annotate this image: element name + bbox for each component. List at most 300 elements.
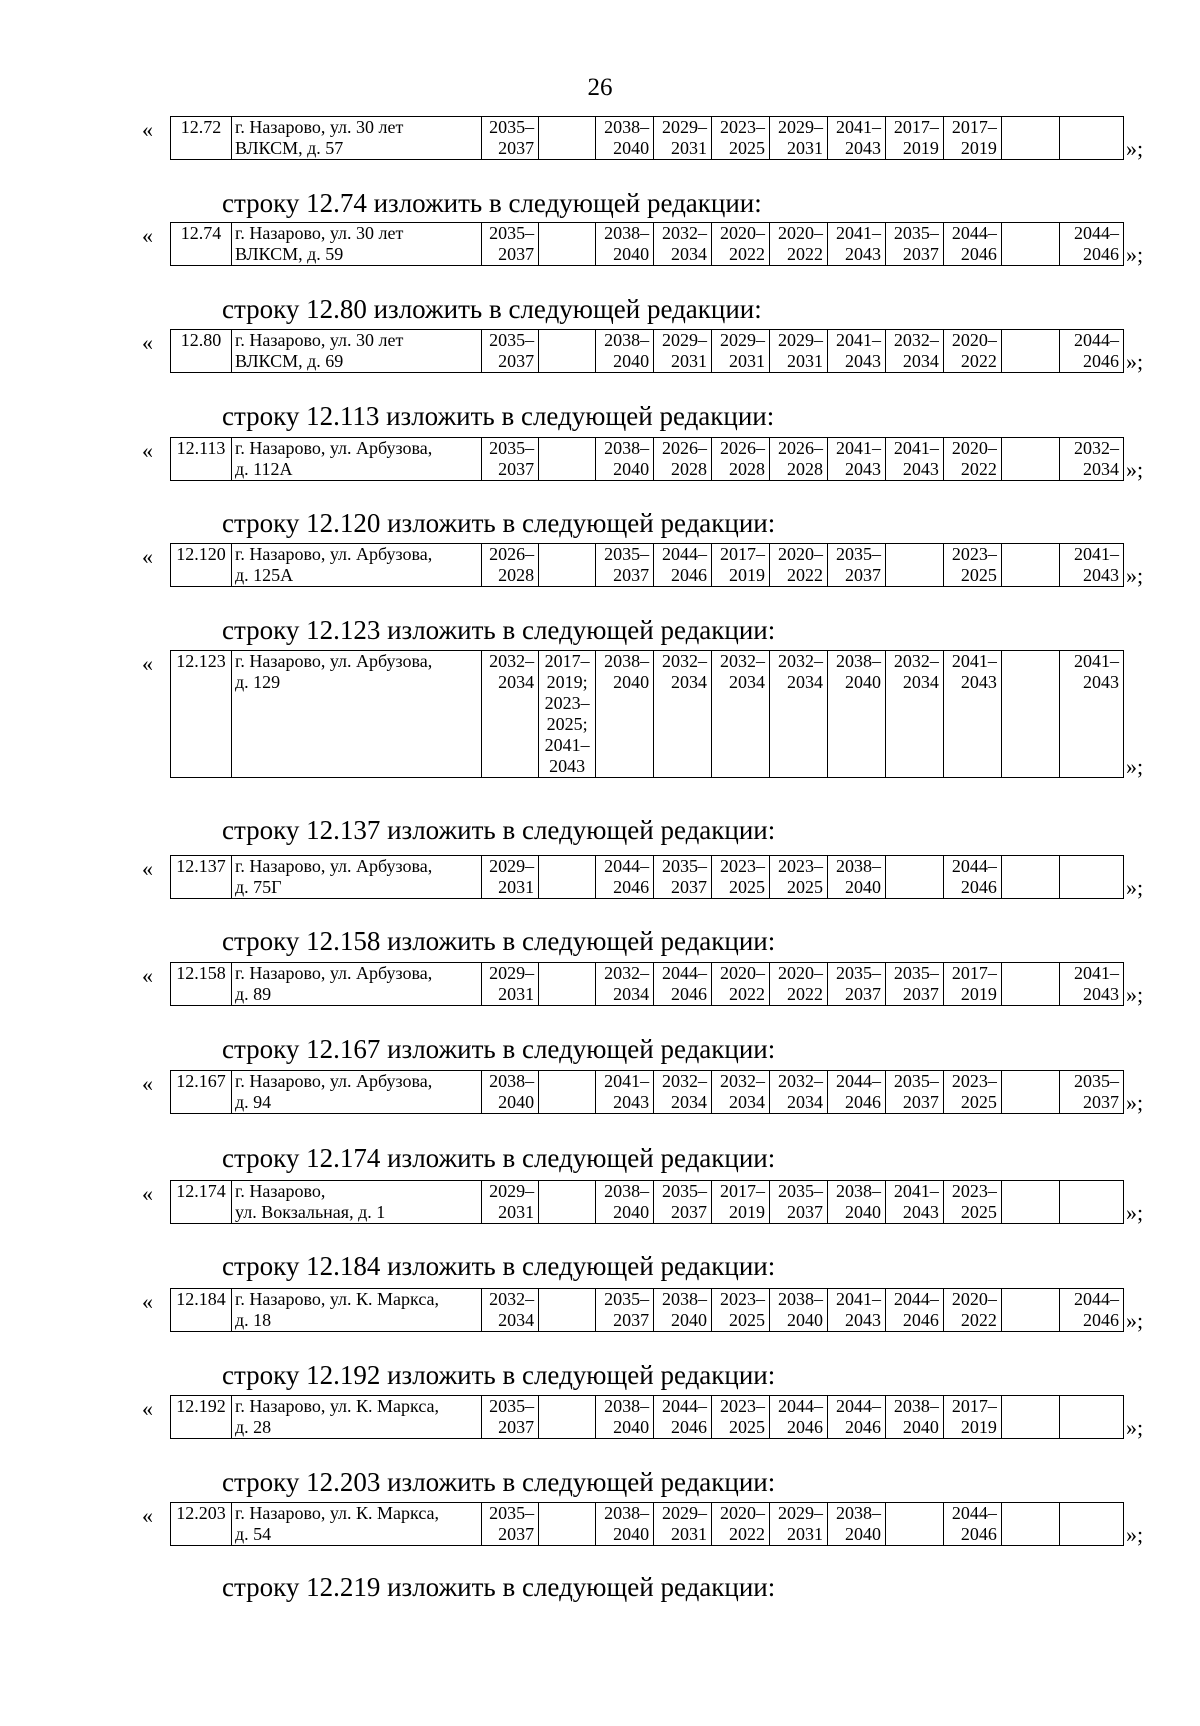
- period-value: 2046: [960, 244, 997, 264]
- period-cell: [943, 117, 1001, 160]
- period-value: 2023–: [720, 1289, 766, 1309]
- period-value: 2040: [613, 459, 650, 479]
- opening-quote: «: [142, 856, 153, 881]
- period-value: 2034: [671, 1092, 708, 1112]
- opening-quote: «: [142, 963, 153, 988]
- period-value: 2046: [960, 1524, 997, 1544]
- period-cell: [1059, 1396, 1123, 1439]
- period-value: 2034: [613, 984, 650, 1004]
- period-value: 2017–: [951, 1396, 997, 1416]
- period-value: 2035–: [489, 1503, 535, 1523]
- period-cell: [596, 963, 654, 1006]
- address-cell: [232, 651, 482, 778]
- period-cell: [943, 1181, 1001, 1224]
- row-number-cell: [171, 1071, 232, 1114]
- period-value: 2032–: [662, 651, 708, 671]
- closing-quote: »;: [1126, 349, 1144, 374]
- period-value: 2025: [960, 1092, 997, 1112]
- period-value: 2023–: [720, 117, 766, 137]
- period-cell: [482, 1071, 539, 1114]
- period-value: 2032–: [720, 651, 766, 671]
- period-value: 2043: [844, 351, 881, 371]
- period-value: 2044–: [604, 856, 650, 876]
- period-value: 2046: [671, 565, 708, 585]
- period-cell: [1059, 1289, 1123, 1332]
- period-cell: [827, 1071, 885, 1114]
- period-cell: [596, 438, 654, 481]
- period-value: 2035–: [835, 544, 881, 564]
- period-value: 2022: [729, 244, 766, 264]
- period-value: 2035–: [604, 544, 650, 564]
- period-cell: [943, 544, 1001, 587]
- period-cell: [885, 1289, 943, 1332]
- period-value: 2037: [844, 984, 881, 1004]
- period-value: 2022: [786, 244, 823, 264]
- period-cell: [1001, 223, 1059, 266]
- period-cell: [770, 1396, 828, 1439]
- period-value: 2034: [902, 351, 939, 371]
- period-cell: [712, 1503, 770, 1546]
- period-value: 2032–: [893, 330, 939, 350]
- period-value: 2034: [1083, 459, 1119, 479]
- period-cell: [943, 1071, 1001, 1114]
- address-line: г. Назарово, ул. Арбузова,: [235, 1071, 433, 1091]
- period-cell: [885, 438, 943, 481]
- period-cell: [596, 1289, 654, 1332]
- period-value: 2019: [960, 1417, 997, 1437]
- row-number-cell: [171, 438, 232, 481]
- period-cell: [943, 1396, 1001, 1439]
- table-row: [170, 222, 1124, 266]
- period-value: 2041–: [835, 1289, 881, 1309]
- period-value: 2026–: [777, 438, 823, 458]
- address-line: г. Назарово, ул. К. Маркса,: [235, 1503, 440, 1523]
- period-cell: [712, 117, 770, 160]
- period-value: 2037: [498, 138, 535, 158]
- period-value: 2041–: [835, 223, 881, 243]
- period-cell: [770, 963, 828, 1006]
- table-row: [170, 1180, 1124, 1224]
- period-cell: [482, 1289, 539, 1332]
- period-value: 2035–: [893, 1071, 939, 1091]
- period-value: 2044–: [662, 1396, 708, 1416]
- address-line: д. 94: [235, 1092, 272, 1112]
- period-value: 2020–: [777, 544, 823, 564]
- period-value: 2031: [498, 984, 535, 1004]
- table-row: [170, 437, 1124, 481]
- period-cell: [1059, 1181, 1123, 1224]
- period-value: 2022: [786, 565, 823, 585]
- period-value: 2044–: [951, 1503, 997, 1523]
- period-cell: [539, 117, 596, 160]
- period-value: 2041–: [893, 438, 939, 458]
- period-cell: [1059, 651, 1123, 778]
- period-value: 2035–: [893, 223, 939, 243]
- period-cell: [482, 438, 539, 481]
- period-value: 2022: [729, 1524, 766, 1544]
- period-cell: [596, 1503, 654, 1546]
- period-cell: [1059, 1071, 1123, 1114]
- period-cell: [770, 223, 828, 266]
- period-value: 2038–: [604, 223, 650, 243]
- period-value: 2038–: [604, 438, 650, 458]
- period-value: 2029–: [489, 856, 535, 876]
- period-cell: [596, 330, 654, 373]
- period-value: 2041–: [1074, 544, 1119, 564]
- period-value: 2032–: [777, 1071, 823, 1091]
- period-value: 2041–: [1074, 651, 1119, 671]
- period-value: 2040: [613, 1202, 650, 1222]
- opening-quote: «: [142, 1289, 153, 1314]
- period-value: 2023–: [777, 856, 823, 876]
- period-value: 2028: [786, 459, 823, 479]
- row-number-cell: [171, 963, 232, 1006]
- amendment-heading: строку 12.184 изложить в следующей редакции:: [222, 1251, 776, 1281]
- period-cell: [827, 117, 885, 160]
- address-cell: [232, 1503, 482, 1546]
- period-value: 2038–: [835, 1503, 881, 1523]
- period-cell: [770, 544, 828, 587]
- period-value: 2044–: [951, 223, 997, 243]
- closing-quote: »;: [1126, 754, 1144, 779]
- period-cell: [827, 963, 885, 1006]
- period-value: 2025: [786, 877, 823, 897]
- period-value: 2025: [960, 1202, 997, 1222]
- period-cell: [770, 330, 828, 373]
- row-number-cell: [171, 117, 232, 160]
- table-row: [170, 116, 1124, 160]
- period-value: 2023–: [720, 856, 766, 876]
- period-value: 2035–: [777, 1181, 823, 1201]
- period-value: 2034: [729, 1092, 766, 1112]
- period-value: 2037: [613, 1310, 650, 1330]
- period-value: 2035–: [489, 1396, 535, 1416]
- period-value: 2032–: [720, 1071, 766, 1091]
- period-value: 2031: [729, 351, 766, 371]
- address-cell: [232, 1396, 482, 1439]
- row-number-cell: [171, 1289, 232, 1332]
- address-line: д. 75Г: [235, 877, 282, 897]
- period-cell: [1001, 651, 1059, 778]
- period-value: 2025: [729, 1310, 766, 1330]
- table-row: [170, 329, 1124, 373]
- period-value: 2035–: [662, 1181, 708, 1201]
- period-value: 2038–: [662, 1289, 708, 1309]
- address-cell: [232, 330, 482, 373]
- period-value: 2044–: [835, 1396, 881, 1416]
- period-cell: [827, 1396, 885, 1439]
- period-value: 2038–: [489, 1071, 535, 1091]
- closing-quote: »;: [1126, 1415, 1144, 1440]
- period-value: 2029–: [777, 330, 823, 350]
- address-line: г. Назарово, ул. Арбузова,: [235, 963, 433, 983]
- period-cell: [770, 1071, 828, 1114]
- period-value: 2034: [729, 672, 766, 692]
- closing-quote: »;: [1126, 136, 1144, 161]
- period-cell: [1001, 438, 1059, 481]
- period-cell: [654, 651, 712, 778]
- period-value: 2025: [729, 1417, 766, 1437]
- period-cell: [1059, 544, 1123, 587]
- period-value: 2040: [498, 1092, 535, 1112]
- address-line: д. 129: [235, 672, 281, 692]
- address-cell: [232, 223, 482, 266]
- period-value: 2037: [671, 1202, 708, 1222]
- period-value: 2022: [960, 459, 997, 479]
- row-number-cell: [171, 1181, 232, 1224]
- address-line: ВЛКСМ, д. 69: [235, 351, 344, 371]
- period-value: 2023–: [544, 693, 590, 713]
- period-value: 2034: [498, 672, 535, 692]
- period-value: 2043: [1083, 672, 1119, 692]
- period-value: 2040: [613, 244, 650, 264]
- period-cell: [885, 544, 943, 587]
- table-row: [170, 1288, 1124, 1332]
- period-value: 2043: [844, 1310, 881, 1330]
- period-value: 2023–: [720, 1396, 766, 1416]
- period-value: 2020–: [720, 1503, 766, 1523]
- period-value: 2034: [671, 672, 708, 692]
- period-cell: [1001, 1289, 1059, 1332]
- period-value: 2032–: [489, 651, 535, 671]
- period-value: 2038–: [893, 1396, 939, 1416]
- period-value: 2032–: [662, 1071, 708, 1091]
- period-cell: [770, 117, 828, 160]
- period-cell: [712, 438, 770, 481]
- period-cell: [654, 330, 712, 373]
- address-cell: [232, 1289, 482, 1332]
- period-cell: [539, 1289, 596, 1332]
- period-cell: [482, 856, 539, 899]
- period-cell: [596, 856, 654, 899]
- period-cell: [827, 1289, 885, 1332]
- period-value: 2025: [729, 138, 766, 158]
- period-value: 2041–: [835, 438, 881, 458]
- period-cell: [1059, 330, 1123, 373]
- period-cell: [827, 438, 885, 481]
- row-number: 12.80: [180, 330, 222, 350]
- row-number: 12.174: [176, 1181, 226, 1201]
- opening-quote: «: [142, 438, 153, 463]
- address-line: г. Назарово, ул. 30 лет: [235, 330, 404, 350]
- address-line: д. 112А: [235, 459, 293, 479]
- period-cell: [712, 223, 770, 266]
- address-line: д. 125А: [235, 565, 294, 585]
- period-cell: [943, 963, 1001, 1006]
- period-cell: [654, 856, 712, 899]
- period-cell: [539, 1181, 596, 1224]
- period-cell: [482, 1503, 539, 1546]
- period-cell: [943, 330, 1001, 373]
- period-value: 2029–: [720, 330, 766, 350]
- period-cell: [596, 1181, 654, 1224]
- period-value: 2031: [786, 138, 823, 158]
- closing-quote: »;: [1126, 563, 1144, 588]
- period-value: 2044–: [1074, 223, 1119, 243]
- period-value: 2038–: [604, 651, 650, 671]
- period-cell: [943, 223, 1001, 266]
- period-value: 2017–: [893, 117, 939, 137]
- address-line: д. 54: [235, 1524, 272, 1544]
- period-cell: [482, 1396, 539, 1439]
- period-value: 2020–: [951, 1289, 997, 1309]
- row-number: 12.74: [180, 223, 222, 243]
- period-cell: [712, 544, 770, 587]
- period-cell: [827, 651, 885, 778]
- row-number: 12.167: [176, 1071, 226, 1091]
- period-value: 2037: [498, 351, 535, 371]
- period-value: 2037: [498, 1417, 535, 1437]
- opening-quote: «: [142, 1181, 153, 1206]
- amendment-heading: строку 12.219 изложить в следующей редакции:: [222, 1572, 776, 1602]
- period-value: 2031: [786, 1524, 823, 1544]
- period-cell: [596, 651, 654, 778]
- address-cell: [232, 1181, 482, 1224]
- period-value: 2026–: [662, 438, 708, 458]
- period-value: 2031: [498, 1202, 535, 1222]
- period-value: 2044–: [1074, 1289, 1119, 1309]
- address-line: ул. Вокзальная, д. 1: [235, 1202, 386, 1222]
- period-value: 2035–: [489, 330, 535, 350]
- period-cell: [654, 963, 712, 1006]
- period-value: 2020–: [720, 963, 766, 983]
- opening-quote: «: [142, 1396, 153, 1421]
- period-value: 2040: [613, 1417, 650, 1437]
- period-cell: [827, 544, 885, 587]
- period-cell: [770, 438, 828, 481]
- period-value: 2043: [844, 244, 881, 264]
- period-cell: [596, 117, 654, 160]
- period-cell: [482, 330, 539, 373]
- period-value: 2037: [613, 565, 650, 585]
- period-cell: [596, 1396, 654, 1439]
- address-line: д. 18: [235, 1310, 272, 1330]
- address-cell: [232, 963, 482, 1006]
- period-value: 2017–: [951, 963, 997, 983]
- period-value: 2029–: [777, 117, 823, 137]
- period-value: 2022: [729, 984, 766, 1004]
- address-line: д. 28: [235, 1417, 272, 1437]
- period-value: 2046: [844, 1092, 881, 1112]
- period-value: 2029–: [662, 117, 708, 137]
- period-value: 2037: [844, 565, 881, 585]
- period-cell: [712, 330, 770, 373]
- period-value: 2032–: [662, 223, 708, 243]
- period-value: 2038–: [604, 117, 650, 137]
- amendment-heading: строку 12.123 изложить в следующей редакции:: [222, 615, 776, 645]
- period-cell: [770, 1503, 828, 1546]
- address-cell: [232, 1071, 482, 1114]
- period-cell: [1001, 963, 1059, 1006]
- period-value: 2041–: [544, 735, 590, 755]
- period-cell: [539, 438, 596, 481]
- period-value: 2037: [902, 1092, 939, 1112]
- address-line: г. Назарово, ул. 30 лет: [235, 223, 404, 243]
- row-number: 12.113: [176, 438, 226, 458]
- period-value: 2040: [613, 672, 650, 692]
- period-value: 2043: [549, 756, 586, 776]
- period-cell: [712, 856, 770, 899]
- period-value: 2031: [786, 351, 823, 371]
- period-value: 2041–: [893, 1181, 939, 1201]
- period-cell: [596, 544, 654, 587]
- period-value: 2044–: [662, 544, 708, 564]
- period-cell: [539, 330, 596, 373]
- address-line: ВЛКСМ, д. 57: [235, 138, 344, 158]
- period-value: 2046: [844, 1417, 881, 1437]
- opening-quote: «: [142, 651, 153, 676]
- period-cell: [1059, 856, 1123, 899]
- opening-quote: «: [142, 1503, 153, 1528]
- period-value: 2038–: [835, 651, 881, 671]
- period-value: 2025: [960, 565, 997, 585]
- period-cell: [885, 1396, 943, 1439]
- period-cell: [539, 651, 596, 778]
- period-value: 2041–: [604, 1071, 650, 1091]
- address-cell: [232, 438, 482, 481]
- period-value: 2020–: [777, 963, 823, 983]
- address-line: г. Назарово, ул. К. Маркса,: [235, 1396, 440, 1416]
- row-number-cell: [171, 651, 232, 778]
- period-value: 2020–: [951, 438, 997, 458]
- period-value: 2040: [613, 351, 650, 371]
- closing-quote: »;: [1126, 1522, 1144, 1547]
- period-value: 2020–: [951, 330, 997, 350]
- period-cell: [770, 651, 828, 778]
- address-line: г. Назарово,: [235, 1181, 326, 1201]
- period-cell: [885, 223, 943, 266]
- period-cell: [539, 1503, 596, 1546]
- period-cell: [885, 963, 943, 1006]
- period-value: 2019;: [546, 672, 588, 692]
- address-cell: [232, 117, 482, 160]
- period-cell: [1059, 1503, 1123, 1546]
- period-value: 2037: [498, 244, 535, 264]
- row-number: 12.72: [180, 117, 222, 137]
- opening-quote: «: [142, 330, 153, 355]
- period-value: 2029–: [662, 330, 708, 350]
- period-cell: [885, 651, 943, 778]
- period-cell: [943, 1503, 1001, 1546]
- page-number: 26: [587, 74, 613, 101]
- address-line: г. Назарово, ул. Арбузова,: [235, 438, 433, 458]
- period-value: 2019: [960, 984, 997, 1004]
- address-cell: [232, 856, 482, 899]
- row-number: 12.120: [176, 544, 226, 564]
- period-value: 2017–: [720, 1181, 766, 1201]
- amendment-heading: строку 12.120 изложить в следующей редакции:: [222, 508, 776, 538]
- period-cell: [827, 330, 885, 373]
- period-value: 2046: [786, 1417, 823, 1437]
- period-value: 2019: [902, 138, 939, 158]
- period-value: 2040: [844, 877, 881, 897]
- period-value: 2034: [786, 672, 823, 692]
- period-cell: [712, 651, 770, 778]
- table-row: [170, 855, 1124, 899]
- period-value: 2043: [902, 1202, 939, 1222]
- period-cell: [1059, 963, 1123, 1006]
- period-cell: [482, 963, 539, 1006]
- period-value: 2029–: [489, 963, 535, 983]
- period-value: 2038–: [604, 330, 650, 350]
- amendment-heading: строку 12.174 изложить в следующей редакции:: [222, 1143, 776, 1173]
- period-cell: [712, 963, 770, 1006]
- period-value: 2032–: [893, 651, 939, 671]
- period-value: 2043: [613, 1092, 650, 1112]
- period-cell: [482, 223, 539, 266]
- period-value: 2032–: [489, 1289, 535, 1309]
- period-value: 2031: [498, 877, 535, 897]
